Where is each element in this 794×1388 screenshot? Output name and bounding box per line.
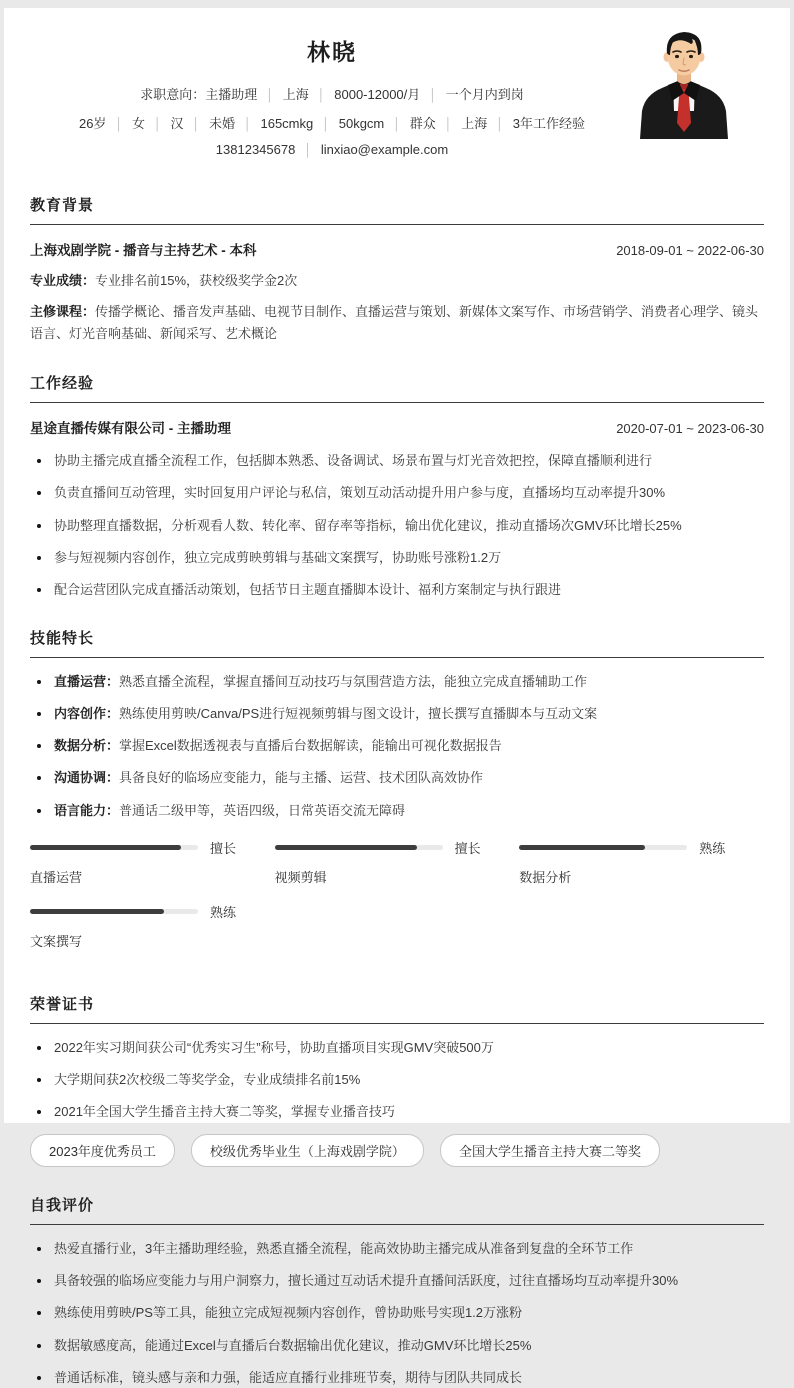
separator: │ bbox=[243, 117, 252, 131]
bullet-dot bbox=[37, 809, 41, 813]
separator: │ bbox=[153, 117, 162, 131]
bullet-dot bbox=[37, 680, 41, 684]
skill-bars bbox=[30, 838, 764, 966]
separator: │ bbox=[444, 117, 453, 131]
bullet-text bbox=[54, 768, 483, 788]
separator: │ bbox=[496, 117, 504, 131]
experience-years: 3年工作经验 bbox=[512, 116, 586, 131]
skill-desc: 熟练使用剪映/Canva/PS进行短视频剪辑与图文设计，擅长撰写直播脚本与互动文案 bbox=[119, 706, 598, 722]
bullet-text: 熟练使用剪映/PS等工具，能独立完成短视频内容创作，曾协助账号实现1.2万涨粉 bbox=[54, 1305, 523, 1321]
bullet-item bbox=[30, 516, 764, 536]
bullet-text: 热爱直播行业，3年主播助理经验，熟悉直播全流程，能高效协助主播完成从准备到复盘的全环节工作 bbox=[54, 1241, 634, 1257]
bullet-text: 大学期间获2次校级二等奖学金，专业成绩排名前15% bbox=[54, 1071, 361, 1087]
bullet-dot bbox=[37, 524, 41, 528]
bullet-item bbox=[30, 1239, 764, 1259]
bullet-dot bbox=[37, 1078, 41, 1082]
skill-bar-track bbox=[30, 909, 198, 914]
separator: │ bbox=[192, 117, 200, 131]
section-title-honors: 荣誉证书 bbox=[30, 993, 764, 1024]
separator: │ bbox=[322, 117, 330, 131]
skill-label: 直播运营： bbox=[54, 673, 120, 689]
marital-status: 未婚 bbox=[208, 116, 235, 131]
separator: │ bbox=[429, 88, 437, 102]
bullet-item bbox=[30, 1102, 764, 1122]
personal-info-line bbox=[30, 113, 634, 132]
skill-bar bbox=[30, 902, 275, 958]
job-intent-line bbox=[30, 84, 634, 103]
bullet-item bbox=[30, 1303, 764, 1323]
work-date-range: 2020-07-01 ~ 2023-06-30 bbox=[616, 421, 764, 437]
section-title-skills: 技能特长 bbox=[30, 627, 764, 658]
honor-tag: 2023年度优秀员工 bbox=[30, 1134, 175, 1167]
skill-level-label: 擅长 bbox=[454, 840, 481, 856]
section-title-education: 教育背景 bbox=[30, 194, 764, 225]
work-entry-head bbox=[30, 417, 764, 437]
skill-bar bbox=[519, 838, 764, 894]
bullet-dot bbox=[37, 459, 41, 463]
separator: │ bbox=[393, 117, 401, 131]
skill-level-label: 擅长 bbox=[210, 840, 237, 856]
salary-expectation: 8000-12000/月 bbox=[334, 87, 421, 102]
bullet-text: 普通话标准，镜头感与亲和力强，能适应直播行业排班节奏，期待与团队共同成长 bbox=[54, 1369, 523, 1385]
bullet-dot bbox=[37, 491, 41, 495]
education-date-range: 2018-09-01 ~ 2022-06-30 bbox=[616, 243, 764, 258]
bullet-dot bbox=[37, 588, 41, 592]
bullet-text: 2022年实习期间获公司“优秀实习生”称号，协助直播项目实现GMV突破500万 bbox=[54, 1039, 494, 1055]
honors-bullet-list bbox=[30, 1038, 764, 1122]
bullet-text bbox=[54, 672, 587, 692]
section-education bbox=[30, 194, 764, 345]
location: 上海 bbox=[461, 116, 488, 131]
skill-desc: 熟悉直播全流程，掌握直播间互动技巧与氛围营造方法，能独立完成直播辅助工作 bbox=[119, 673, 588, 689]
bullet-text: 协助主播完成直播全流程工作，包括脚本熟悉、设备调试、场景布置与灯光音效把控，保障直播顺利进行 bbox=[54, 453, 653, 469]
header-text-block bbox=[30, 28, 634, 167]
bullet-item bbox=[30, 704, 764, 724]
bullet-dot bbox=[37, 1376, 41, 1380]
section-title-self-evaluation: 自我评价 bbox=[30, 1194, 764, 1225]
skill-bar-name: 数据分析 bbox=[519, 869, 572, 885]
education-detail bbox=[30, 270, 764, 292]
bullet-dot bbox=[37, 776, 41, 780]
political-status: 群众 bbox=[409, 116, 436, 131]
bullet-text: 2021年全国大学生播音主持大赛二等奖，掌握专业播音技巧 bbox=[54, 1103, 395, 1119]
skill-label: 沟通协调： bbox=[54, 770, 120, 786]
skill-level-label: 熟练 bbox=[699, 840, 726, 856]
bullet-dot bbox=[37, 1279, 41, 1283]
phone-number: 13812345678 bbox=[215, 142, 296, 157]
bullet-text: 负责直播间互动管理，实时回复用户评论与私信，策划互动活动提升用户参与度，直播场均互动率提升30% bbox=[54, 485, 666, 501]
skills-bullet-list bbox=[30, 672, 764, 821]
honor-tag: 全国大学生播音主持大赛二等奖 bbox=[440, 1134, 660, 1167]
bullet-dot bbox=[37, 1344, 41, 1348]
height: 165cmkg bbox=[260, 116, 314, 131]
honor-tag: 校级优秀毕业生（上海戏剧学院） bbox=[191, 1134, 424, 1167]
skill-bar-name: 直播运营 bbox=[30, 869, 83, 885]
separator: │ bbox=[304, 143, 312, 157]
bullet-text: 数据敏感度高，能通过Excel与直播后台数据输出优化建议，推动GMV环比增长25% bbox=[54, 1337, 532, 1353]
skill-label: 语言能力： bbox=[54, 802, 120, 818]
separator: │ bbox=[115, 117, 123, 131]
gender: 女 bbox=[131, 116, 145, 131]
skill-bar-row bbox=[30, 838, 251, 857]
skill-desc: 具备良好的临场应变能力，能与主播、运营、技术团队高效协作 bbox=[119, 770, 484, 786]
bullet-text bbox=[54, 736, 502, 756]
self-evaluation-bullet-list bbox=[30, 1239, 764, 1388]
bullet-item bbox=[30, 1070, 764, 1090]
skill-bar bbox=[30, 838, 275, 894]
bullet-dot bbox=[37, 1247, 41, 1251]
email-address: linxiao@example.com bbox=[320, 142, 449, 157]
section-title-work: 工作经验 bbox=[30, 372, 764, 403]
bullet-item bbox=[30, 483, 764, 503]
skill-bar bbox=[275, 838, 520, 894]
detail-text: 传播学概论、播音发声基础、电视节目制作、直播运营与策划、新媒体文案写作、市场营销学、消费者心理学、镜头语言、灯光音响基础、新闻采写、艺术概论 bbox=[30, 304, 759, 342]
skill-level-label: 熟练 bbox=[210, 904, 237, 920]
section-honors bbox=[30, 993, 764, 1167]
bullet-item bbox=[30, 736, 764, 756]
profile-photo bbox=[634, 29, 734, 139]
skill-bar-fill bbox=[30, 909, 164, 914]
detail-text: 专业排名前15%，获校级奖学金2次 bbox=[95, 273, 298, 288]
bullet-item bbox=[30, 1368, 764, 1388]
skill-label: 内容创作： bbox=[54, 706, 120, 722]
skill-label: 数据分析： bbox=[54, 738, 120, 754]
section-work-experience bbox=[30, 372, 764, 600]
skill-bar-fill bbox=[519, 845, 645, 850]
weight: 50kgcm bbox=[338, 116, 385, 131]
job-city: 上海 bbox=[282, 87, 309, 102]
resume-header bbox=[30, 28, 764, 167]
section-skills bbox=[30, 627, 764, 966]
skill-bar-fill bbox=[30, 845, 181, 850]
bullet-item bbox=[30, 451, 764, 471]
bullet-dot bbox=[37, 556, 41, 560]
bullet-item bbox=[30, 801, 764, 821]
separator: │ bbox=[317, 88, 326, 102]
contact-line bbox=[30, 142, 634, 157]
bullet-item bbox=[30, 768, 764, 788]
skill-bar-row bbox=[30, 902, 251, 921]
education-entry-head bbox=[30, 239, 764, 259]
bullet-dot bbox=[37, 1110, 41, 1114]
skill-bar-row bbox=[275, 838, 496, 857]
honor-tags bbox=[30, 1134, 764, 1167]
bullet-item bbox=[30, 1038, 764, 1058]
skill-bar-track bbox=[275, 845, 443, 850]
bullet-item bbox=[30, 1336, 764, 1356]
age: 26岁 bbox=[78, 116, 107, 131]
separator: │ bbox=[266, 88, 274, 102]
detail-label: 主修课程： bbox=[30, 304, 96, 320]
company-and-position: 星途直播传媒有限公司 - 主播助理 bbox=[30, 421, 231, 437]
bullet-dot bbox=[37, 744, 41, 748]
avatar-illustration bbox=[634, 29, 734, 139]
skill-bar-fill bbox=[275, 845, 418, 850]
bullet-text bbox=[54, 704, 597, 724]
ethnicity: 汉 bbox=[170, 116, 184, 131]
bullet-item bbox=[30, 672, 764, 692]
bullet-text: 协助整理直播数据，分析观看人数、转化率、留存率等指标，输出优化建议，推动直播场次GMV环比增长25% bbox=[54, 517, 682, 533]
skill-bar-name: 文案撰写 bbox=[30, 933, 83, 949]
skill-bar-track bbox=[519, 845, 687, 850]
bullet-dot bbox=[37, 712, 41, 716]
section-self-evaluation bbox=[30, 1194, 764, 1388]
bullet-dot bbox=[37, 1311, 41, 1315]
bullet-dot bbox=[37, 1046, 41, 1050]
detail-label: 专业成绩： bbox=[30, 273, 96, 288]
candidate-name: 林晓 bbox=[307, 39, 357, 65]
bullet-text bbox=[54, 801, 405, 821]
school-name: 上海戏剧学院 - 播音与主持艺术 - 本科 bbox=[30, 243, 257, 258]
bullet-item bbox=[30, 1271, 764, 1291]
job-intent: 求职意向：主播助理 bbox=[140, 87, 258, 102]
bullet-text: 具备较强的临场应变能力与用户洞察力，擅长通过互动话术提升直播间活跃度，过往直播场均互动率提升30% bbox=[54, 1273, 679, 1289]
skill-bar-track bbox=[30, 845, 198, 850]
bullet-text: 配合运营团队完成直播活动策划，包括节日主题直播脚本设计、福利方案制定与执行跟进 bbox=[54, 581, 562, 597]
bullet-text: 参与短视频内容创作，独立完成剪映剪辑与基础文案撰写，协助账号涨粉1.2万 bbox=[54, 549, 502, 565]
bullet-item bbox=[30, 548, 764, 568]
work-bullet-list bbox=[30, 451, 764, 600]
skill-desc: 普通话二级甲等，英语四级，日常英语交流无障碍 bbox=[119, 802, 406, 818]
skill-desc: 掌握Excel数据透视表与直播后台数据解读，能输出可视化数据报告 bbox=[119, 738, 502, 754]
skill-bar-name: 视频剪辑 bbox=[274, 869, 327, 885]
availability: 一个月内到岗 bbox=[445, 87, 524, 102]
skill-bar-row bbox=[519, 838, 740, 857]
resume-page bbox=[4, 8, 790, 1385]
bullet-item bbox=[30, 580, 764, 600]
education-detail bbox=[30, 301, 764, 345]
